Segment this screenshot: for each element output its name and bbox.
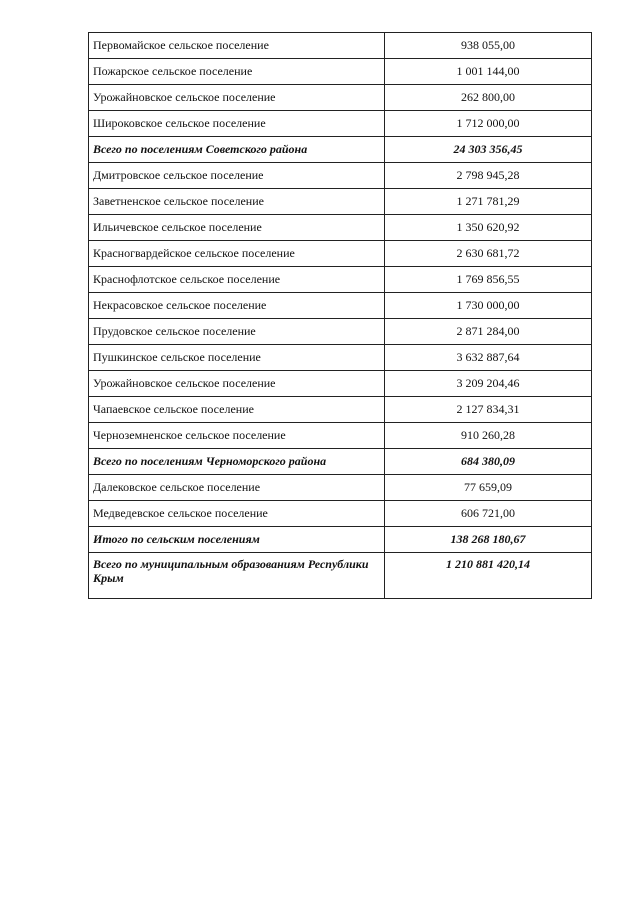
settlement-name-cell: Пушкинское сельское поселение [89, 345, 385, 371]
settlement-name-cell: Красногвардейское сельское поселение [89, 241, 385, 267]
table-row [89, 475, 592, 501]
amount-cell: 938 055,00 [385, 33, 592, 59]
settlement-name-cell: Черноземненское сельское поселение [89, 423, 385, 449]
table-row [89, 241, 592, 267]
settlement-name-cell: Ильичевское сельское поселение [89, 215, 385, 241]
settlement-name-cell: Некрасовское сельское поселение [89, 293, 385, 319]
settlement-name-cell: Дмитровское сельское поселение [89, 163, 385, 189]
table-row [89, 501, 592, 527]
table-row [89, 189, 592, 215]
amount-cell: 2 630 681,72 [385, 241, 592, 267]
settlement-name-cell: Медведевское сельское поселение [89, 501, 385, 527]
table-row [89, 345, 592, 371]
amount-cell: 1 350 620,92 [385, 215, 592, 241]
settlement-name-cell: Широковское сельское поселение [89, 111, 385, 137]
settlement-name-cell: Урожайновское сельское поселение [89, 371, 385, 397]
table-row [89, 59, 592, 85]
budget-table-body [89, 33, 592, 599]
settlement-name-cell: Краснофлотское сельское поселение [89, 267, 385, 293]
settlement-name-cell: Всего по поселениям Черноморского района [89, 449, 385, 475]
amount-cell: 1 210 881 420,14 [385, 553, 592, 599]
settlement-name-cell: Первомайское сельское поселение [89, 33, 385, 59]
total-row [89, 553, 592, 599]
table-row [89, 215, 592, 241]
total-row [89, 449, 592, 475]
table-row [89, 163, 592, 189]
amount-cell: 3 209 204,46 [385, 371, 592, 397]
amount-cell: 1 730 000,00 [385, 293, 592, 319]
settlement-name-cell: Чапаевское сельское поселение [89, 397, 385, 423]
settlement-name-cell: Заветненское сельское поселение [89, 189, 385, 215]
amount-cell: 606 721,00 [385, 501, 592, 527]
budget-table [88, 32, 592, 599]
amount-cell: 2 798 945,28 [385, 163, 592, 189]
settlement-name-cell: Далековское сельское поселение [89, 475, 385, 501]
table-row [89, 111, 592, 137]
table-row [89, 397, 592, 423]
amount-cell: 24 303 356,45 [385, 137, 592, 163]
total-row [89, 527, 592, 553]
amount-cell: 1 271 781,29 [385, 189, 592, 215]
amount-cell: 3 632 887,64 [385, 345, 592, 371]
settlement-name-cell: Итого по сельским поселениям [89, 527, 385, 553]
table-row [89, 319, 592, 345]
settlement-name-cell: Пожарское сельское поселение [89, 59, 385, 85]
amount-cell: 2 127 834,31 [385, 397, 592, 423]
table-row [89, 85, 592, 111]
amount-cell: 262 800,00 [385, 85, 592, 111]
amount-cell: 1 712 000,00 [385, 111, 592, 137]
settlement-name-cell: Всего по муниципальным образованиям Республики Крым [89, 553, 385, 599]
amount-cell: 138 268 180,67 [385, 527, 592, 553]
amount-cell: 1 769 856,55 [385, 267, 592, 293]
table-row [89, 371, 592, 397]
total-row [89, 137, 592, 163]
amount-cell: 2 871 284,00 [385, 319, 592, 345]
amount-cell: 910 260,28 [385, 423, 592, 449]
settlement-name-cell: Урожайновское сельское поселение [89, 85, 385, 111]
table-row [89, 293, 592, 319]
table-row [89, 33, 592, 59]
amount-cell: 684 380,09 [385, 449, 592, 475]
settlement-name-cell: Прудовское сельское поселение [89, 319, 385, 345]
settlement-name-cell: Всего по поселениям Советского района [89, 137, 385, 163]
table-row [89, 267, 592, 293]
amount-cell: 1 001 144,00 [385, 59, 592, 85]
table-row [89, 423, 592, 449]
amount-cell: 77 659,09 [385, 475, 592, 501]
